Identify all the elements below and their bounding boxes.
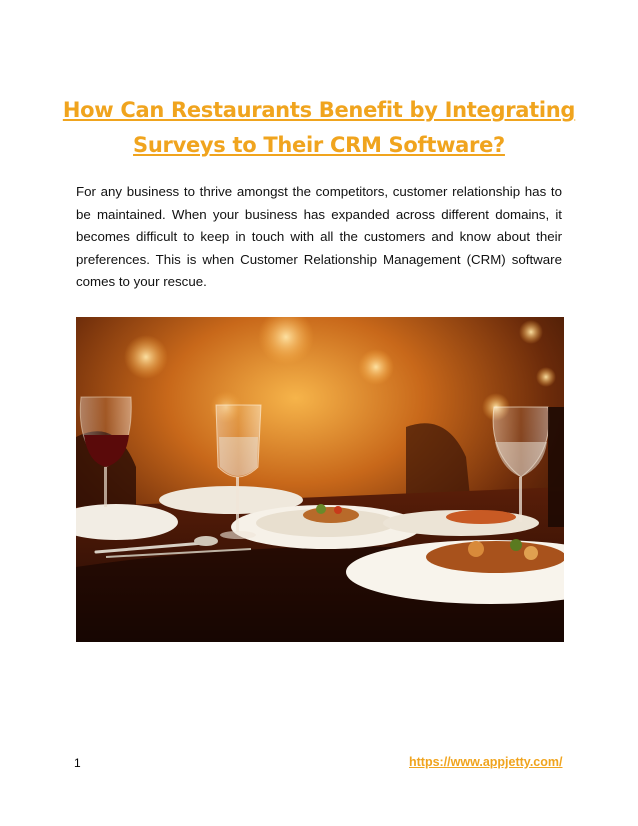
page-title	[60, 93, 578, 163]
restaurant-photo	[76, 317, 564, 642]
page-number: 1	[74, 756, 81, 770]
title-line-1: How Can Restaurants Benefit by Integrating	[62, 98, 576, 122]
restaurant-dinner-photo-icon	[76, 317, 564, 642]
intro-paragraph: For any business to thrive amongst the competitors, customer relationship has to be maintained. When your business has expanded across different domains, it becomes difficult to keep in touch with all the customers and know about their preferences. This is when Customer Relationship Management (CRM) software comes to your rescue.	[76, 184, 562, 289]
footer-link[interactable]: https://www.appjetty.com/	[409, 755, 563, 769]
title-line-2: Surveys to Their CRM Software?	[133, 133, 505, 157]
